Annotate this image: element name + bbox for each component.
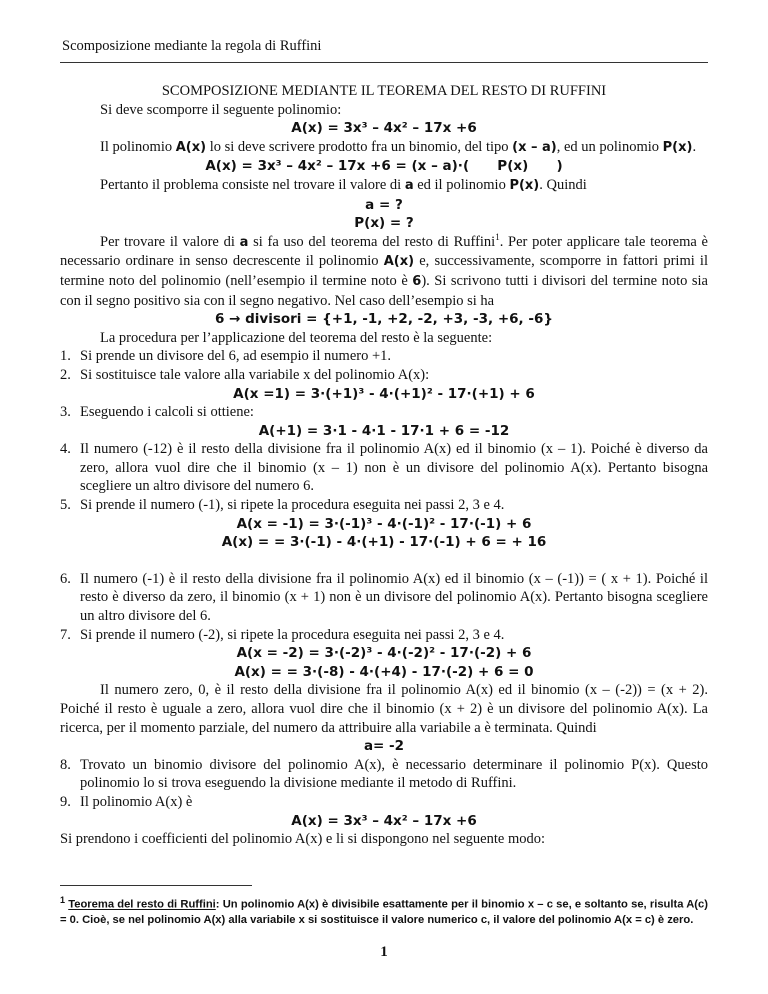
eq-step7a: A(x = -2) = 3·(-2)³ - 4·(-2)² - 17·(-2) + 6 [236, 645, 532, 662]
step-3: 3. Eseguendo i calcoli si ottiene: [60, 404, 254, 421]
factored-form: A(x) = 3x³ – 4x² – 17x +6 = (x – a)·( P(x) ) [205, 158, 563, 175]
step-8: 8. Trovato un binomio divisore del polinomio A(x), è necessario determinare il polinomio P(x). Questo polinomio lo si trova eseguendo la divisione mediante il metodo di Ruffini. [60, 756, 708, 792]
polynomial-definition: A(x) = 3x³ – 4x² – 17x +6 [291, 120, 477, 137]
step-1: 1. Si prende un divisore del 6, ad esempio il numero +1. [60, 348, 392, 365]
para-write: Il polinomio A(x) lo si deve scrivere prodotto fra un binomio, del tipo (x – a), ed un polinomio P(x). [100, 138, 697, 155]
eq-step7b: A(x) = = 3·(-8) - 4·(+4) - 17·(-2) + 6 = 0 [234, 663, 534, 680]
divisors-line: 6 → divisori = {+1, -1, +2, -2, +3, -3, +6, -6} [215, 311, 553, 328]
footnote-ref: 1 [495, 231, 500, 242]
closing-text: Si prendono i coefficienti del polinomio A(x) e li si dispongono nel seguente modo: [60, 831, 546, 848]
procedure-intro: La procedura per l’applicazione del teorema del resto è la seguente: [100, 329, 493, 346]
para-zero: Il numero zero, 0, è il resto della divisione fra il polinomio A(x) ed il binomio (x – (-2)) = (x + 2). Poiché il resto è uguale a zero, allora vuol dire che il binomio (x + 2) è un divisore del polinomio A(x). La ricerca, per il momento parziale, del numero da attribuire alla variabile a è terminata. Quindi [60, 682, 708, 736]
para-problem: Pertanto il problema consiste nel trovare il valore di a ed il polinomio P(x). Quindi [100, 176, 587, 193]
a-unknown: a = ? [365, 196, 403, 213]
step-7: 7. Si prende il numero (-2), si ripete la procedura eseguita nei passi 2, 3 e 4. [60, 626, 505, 643]
step-4: 4. Il numero (-12) è il resto della divisione fra il polinomio A(x) ed il binomio (x – 1). Poiché è diverso da zero, allora vuol dire che il binomio (x – 1) non è un divisore del polinomio A(x). Pertanto bisogna scegliere un altro divisore del numero 6. [60, 441, 708, 495]
a-value: a= -2 [363, 738, 405, 755]
intro-text: Si deve scomporre il seguente polinomio: [100, 101, 342, 118]
steps-list-a [60, 347, 708, 384]
step-6: 6. Il numero (-1) è il resto della divisione fra il polinomio A(x) ed il binomio (x – (-1)) = ( x + 1). Poiché il resto è diverso da zero, il binomio (x + 1) non è un divisore del polinomio A(x). Pertanto bisogna scegliere un altro divisore del 6. [60, 570, 708, 625]
step-9: 9. Il polinomio A(x) è [60, 793, 193, 810]
document-body [60, 82, 708, 849]
footnote: $^1$ Teorema del resto di Ruffini: Un polinomio A(x) è divisibile esattamente per il binomio x – c se, e soltanto se, risulta A(c) = 0. Cioè, se nel polinomio A(x) alla variabile x si sostituisce il valore numerico c, il valore del polinomio A(x = c) è zero. [60, 895, 708, 926]
p-unknown: P(x) = ? [354, 215, 414, 232]
page-number: 1 [380, 944, 388, 960]
running-header: Scomposizione mediante la regola di Ruffini [62, 38, 322, 54]
eq-step9: A(x) = 3x³ – 4x² – 17x +6 [291, 812, 477, 829]
step-2: 2. Si sostituisce tale valore alla variabile x del polinomio A(x): [60, 366, 430, 383]
eq-step5b: A(x) = = 3·(-1) - 4·(+1) - 17·(-1) + 6 = + 16 [221, 534, 547, 551]
doc-title: SCOMPOSIZIONE MEDIANTE IL TEOREMA DEL RESTO DI RUFFINI [161, 83, 607, 99]
footnote-rule [60, 885, 252, 886]
para-theorem: Per trovare il valore di a si fa uso del teorema del resto di Ruffini$^1$. Per poter applicare tale teorema è necessario ordinare in senso decrescente il polinomio A(x) e, successivamente, scomporre in fattori primi il termine noto del polinomio (nell’esempio il termine noto è 6). Si scrivono tutti i divisori del termine noto sia con il segno positivo sia con il segno negativo. Nel caso dell’esempio si ha [60, 231, 708, 309]
eq-step2: A(x =1) = 3·(+1)³ - 4·(+1)² - 17·(+1) + 6 [233, 385, 535, 402]
eq-step5a: A(x = -1) = 3·(-1)³ - 4·(-1)² - 17·(-1) + 6 [236, 515, 532, 532]
step-5: 5. Si prende il numero (-1), si ripete la procedura eseguita nei passi 2, 3 e 4. [60, 497, 505, 514]
header-rule [60, 62, 708, 63]
eq-step3: A(+1) = 3·1 - 4·1 - 17·1 + 6 = -12 [258, 422, 510, 439]
